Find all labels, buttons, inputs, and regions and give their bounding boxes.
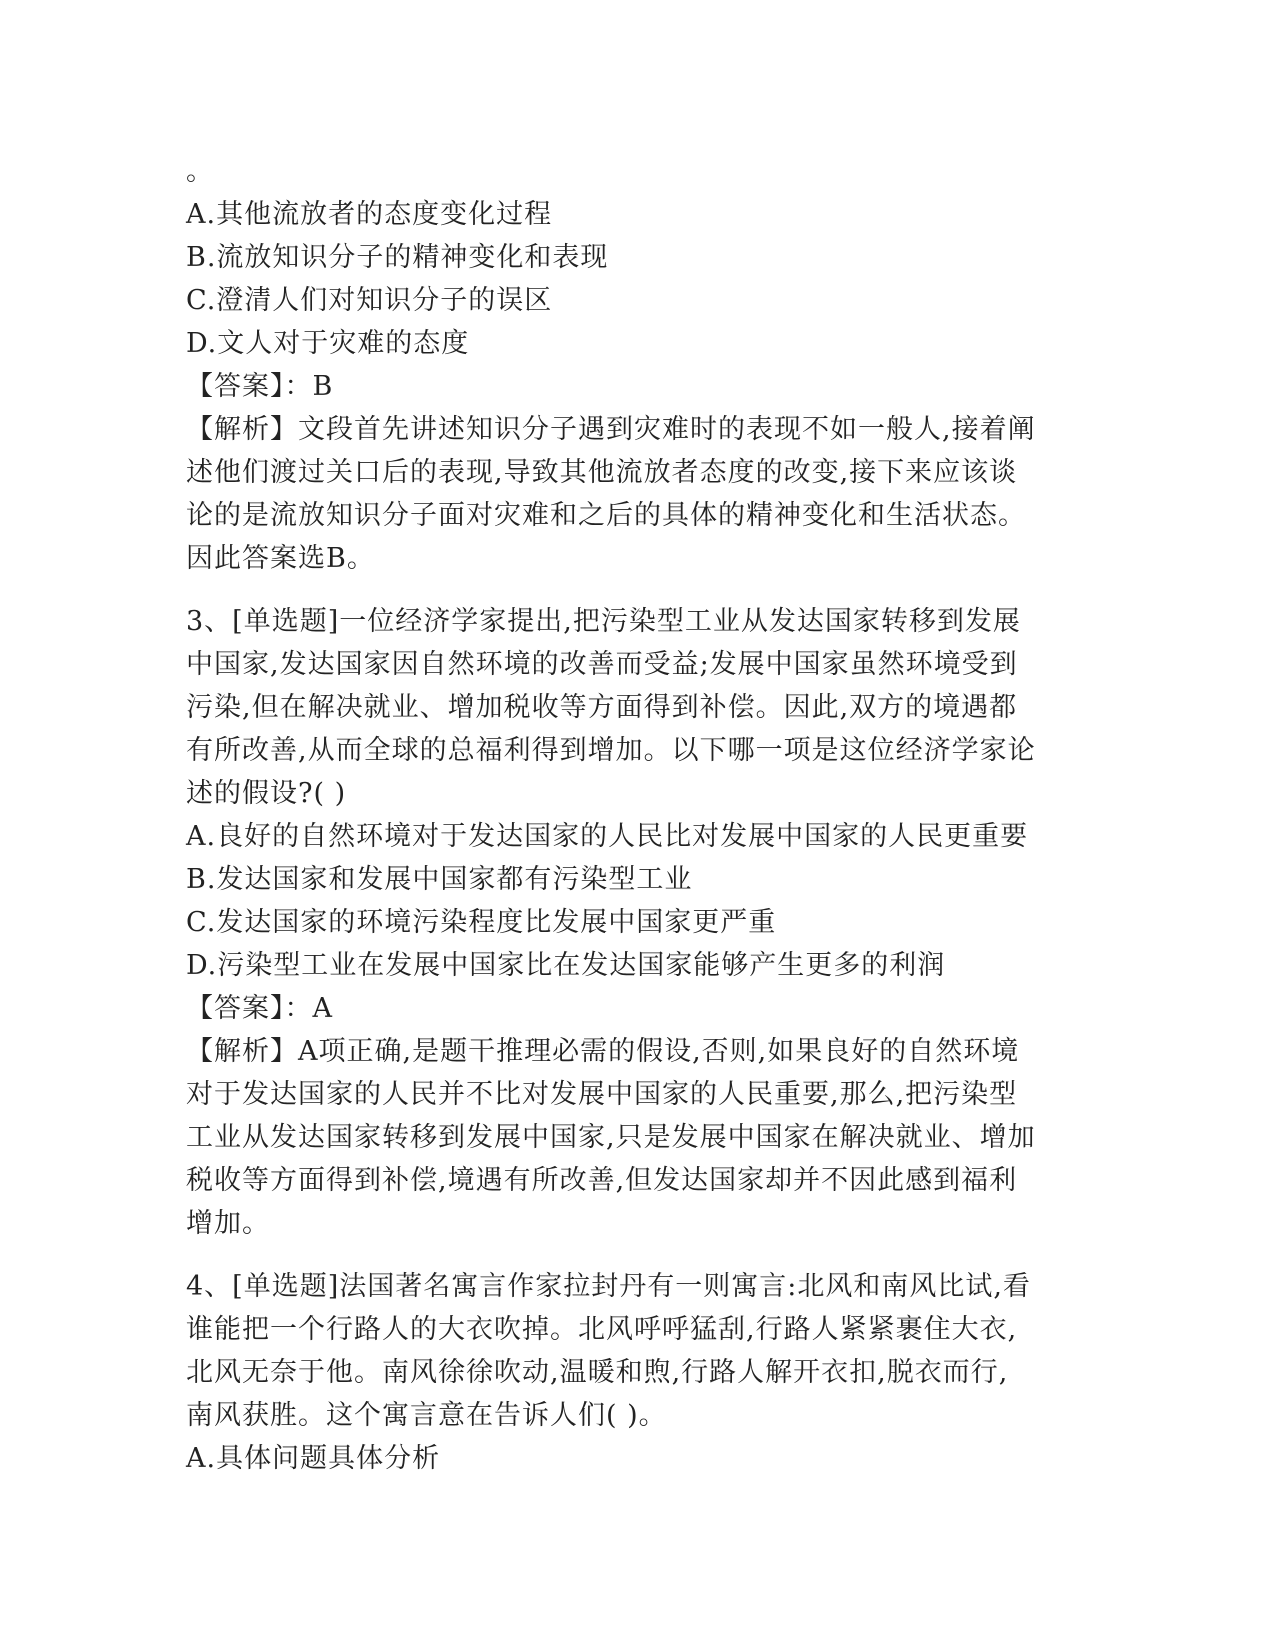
q3-stem-line: 污染,但在解决就业、增加税收等方面得到补偿。因此,双方的境遇都 [186, 692, 1018, 723]
q4-stem-line: 南风获胜。这个寓言意在告诉人们( )。 [186, 1400, 667, 1431]
q3-answer: 【答案】：A [186, 993, 333, 1024]
q3-stem-line: 中国家,发达国家因自然环境的改善而受益;发展中国家虽然环境受到 [186, 649, 1018, 680]
q2-analysis-line: 述他们渡过关口后的表现,导致其他流放者态度的改变,接下来应该谈 [186, 457, 1018, 488]
q3-option-c: C.发达国家的环境污染程度比发展中国家更严重 [186, 907, 777, 938]
q3-stem-line: 述的假设?( ) [186, 778, 347, 809]
q2-analysis-line: 【解析】文段首先讲述知识分子遇到灾难时的表现不如一般人,接着阐 [186, 414, 1036, 445]
q3-stem-line: 3、[单选题]一位经济学家提出,把污染型工业从发达国家转移到发展 [186, 606, 1021, 637]
q3-stem-line: 有所改善,从而全球的总福利得到增加。以下哪一项是这位经济学家论 [186, 735, 1036, 766]
document-page [186, 150, 1086, 1480]
q3-analysis-line: 对于发达国家的人民并不比对发展中国家的人民重要,那么,把污染型 [186, 1079, 1018, 1110]
q3-option-d: D.污染型工业在发展中国家比在发达国家能够产生更多的利润 [186, 950, 946, 981]
q3-option-b: B.发达国家和发展中国家都有污染型工业 [186, 864, 693, 895]
q3-analysis-line: 工业从发达国家转移到发展中国家,只是发展中国家在解决就业、增加 [186, 1122, 1036, 1153]
q4-stem-line: 4、[单选题]法国著名寓言作家拉封丹有一则寓言:北风和南风比试,看 [186, 1271, 1031, 1302]
section-gap [186, 580, 1086, 600]
q3-analysis-line: 税收等方面得到补偿,境遇有所改善,但发达国家却并不因此感到福利 [186, 1165, 1018, 1196]
q3-option-a: A.良好的自然环境对于发达国家的人民比对发展中国家的人民更重要 [186, 821, 1029, 852]
q2-option-c: C.澄清人们对知识分子的误区 [186, 285, 553, 316]
q2-option-b: B.流放知识分子的精神变化和表现 [186, 242, 609, 273]
q3-analysis-line: 【解析】A项正确,是题干推理必需的假设,否则,如果良好的自然环境 [186, 1036, 1020, 1067]
q4-stem-line: 北风无奈于他。南风徐徐吹动,温暖和煦,行路人解开衣扣,脱衣而行, [186, 1357, 1009, 1388]
q2-analysis-line: 因此答案选B。 [186, 543, 375, 574]
q2-option-d: D.文人对于灾难的态度 [186, 328, 470, 359]
q2-option-a: A.其他流放者的态度变化过程 [186, 199, 553, 230]
q4-stem-line: 谁能把一个行路人的大衣吹掉。北风呼呼猛刮,行路人紧紧裹住大衣, [186, 1314, 1018, 1345]
q2-answer: 【答案】：B [186, 371, 334, 402]
q3-analysis-line: 增加。 [186, 1208, 270, 1239]
q2-analysis-line: 论的是流放知识分子面对灾难和之后的具体的精神变化和生活状态。 [186, 500, 1026, 531]
q2-stem-tail: 。 [186, 156, 214, 187]
q4-option-a: A.具体问题具体分析 [186, 1443, 441, 1474]
section-gap [186, 1245, 1086, 1265]
